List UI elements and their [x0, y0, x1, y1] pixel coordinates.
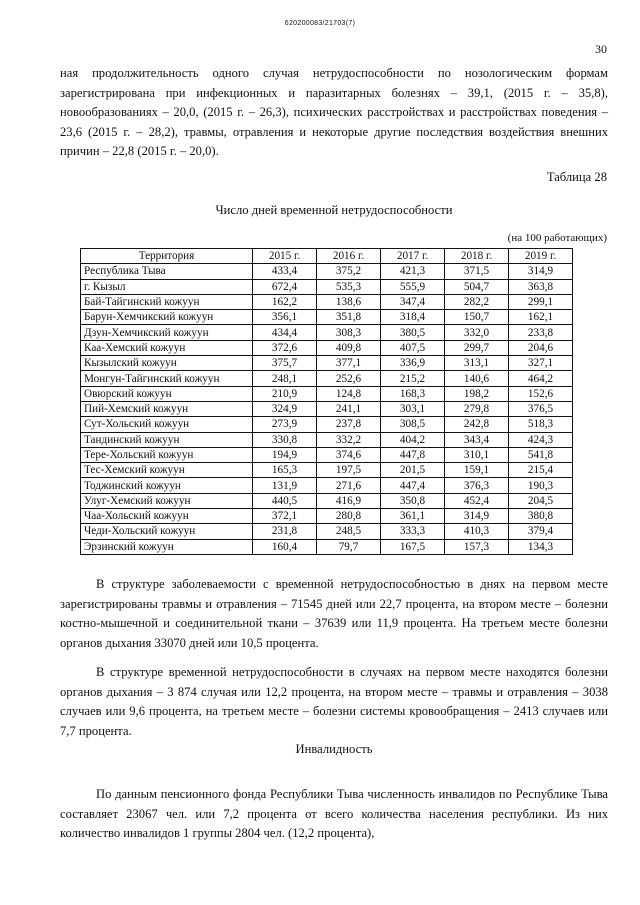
value-cell: 210,9: [253, 386, 317, 401]
sick-days-table: [80, 248, 573, 555]
value-cell: 308,3: [317, 325, 381, 340]
table-row: [81, 325, 573, 340]
value-cell: 410,3: [445, 524, 509, 539]
table-row: [81, 463, 573, 478]
intro-paragraph: ная продолжительность одного случая нетрудоспособности по нозологическим формам зарегистрирована при инфекционных и паразитарных болезнях – 39,1, (2015 г. – 35,8), новообразованиях – 20,0, (2015 г. – 26,3), психических расстройствах и расстройствах поведения – 23,6 (2015 г. – 28,2), травмы, отравления и некоторые другие последствия воздействия внешних причин – 22,8 (2015 г. – 20,0).: [60, 66, 608, 159]
territory-cell: Барун-Хемчикский кожуун: [81, 310, 253, 325]
value-cell: 197,5: [317, 463, 381, 478]
value-cell: 198,2: [445, 386, 509, 401]
value-cell: 361,1: [381, 509, 445, 524]
value-cell: 215,2: [381, 371, 445, 386]
table-row: [81, 478, 573, 493]
value-cell: 201,5: [381, 463, 445, 478]
value-cell: 241,1: [317, 401, 381, 416]
value-cell: 162,2: [253, 294, 317, 309]
table-row: [81, 371, 573, 386]
value-cell: 310,1: [445, 447, 509, 462]
value-cell: 165,3: [253, 463, 317, 478]
value-cell: 279,8: [445, 401, 509, 416]
territory-cell: Сут-Хольский кожуун: [81, 417, 253, 432]
value-cell: 440,5: [253, 493, 317, 508]
value-cell: 299,1: [509, 294, 573, 309]
paragraph-disability: По данным пенсионного фонда Республики Тыва численность инвалидов по Республике Тыва составляет 23067 чел. или 7,2 процента от всего количества населения республики. Из них количество инвалидов 1 группы 2804 чел. (12,2 процента),: [60, 787, 608, 841]
value-cell: 333,3: [381, 524, 445, 539]
territory-cell: Тандинский кожуун: [81, 432, 253, 447]
value-cell: 541,8: [509, 447, 573, 462]
value-cell: 380,8: [509, 509, 573, 524]
paragraph-structure-cases: В структуре временной нетрудоспособности в случаях на первом месте находятся болезни органов дыхания – 3 874 случая или 12,2 процента, на втором месте – травмы и отравления – 3038 случаев или 9,6 процента, на третьем месте – болезни системы кровообращения – 2413 случаев или 7,7 процента.: [60, 665, 608, 738]
value-cell: 168,3: [381, 386, 445, 401]
table-row: [81, 264, 573, 279]
value-cell: 555,9: [381, 279, 445, 294]
value-cell: 347,4: [381, 294, 445, 309]
value-cell: 332,2: [317, 432, 381, 447]
value-cell: 282,2: [445, 294, 509, 309]
territory-cell: Чеди-Хольский кожуун: [81, 524, 253, 539]
value-cell: 518,3: [509, 417, 573, 432]
territory-cell: Овюрский кожуун: [81, 386, 253, 401]
value-cell: 336,9: [381, 356, 445, 371]
value-cell: 79,7: [317, 539, 381, 554]
value-cell: 351,8: [317, 310, 381, 325]
table-row: [81, 447, 573, 462]
value-cell: 242,8: [445, 417, 509, 432]
value-cell: 124,8: [317, 386, 381, 401]
value-cell: 138,6: [317, 294, 381, 309]
value-cell: 407,5: [381, 340, 445, 355]
value-cell: 231,8: [253, 524, 317, 539]
value-cell: 409,8: [317, 340, 381, 355]
value-cell: 327,1: [509, 356, 573, 371]
value-cell: 299,7: [445, 340, 509, 355]
territory-cell: Тес-Хемский кожуун: [81, 463, 253, 478]
value-cell: 416,9: [317, 493, 381, 508]
value-cell: 313,1: [445, 356, 509, 371]
value-cell: 271,6: [317, 478, 381, 493]
value-cell: 363,8: [509, 279, 573, 294]
value-cell: 379,4: [509, 524, 573, 539]
value-cell: 308,5: [381, 417, 445, 432]
value-cell: 424,3: [509, 432, 573, 447]
table-unit: (на 100 работающих): [507, 232, 607, 244]
table-row: [81, 509, 573, 524]
table-header-row: [81, 249, 573, 264]
value-cell: 303,1: [381, 401, 445, 416]
value-cell: 421,3: [381, 264, 445, 279]
territory-cell: Улуг-Хемский кожуун: [81, 493, 253, 508]
value-cell: 356,1: [253, 310, 317, 325]
value-cell: 159,1: [445, 463, 509, 478]
value-cell: 447,8: [381, 447, 445, 462]
value-cell: 350,8: [381, 493, 445, 508]
value-cell: 167,5: [381, 539, 445, 554]
header-2018: 2018 г.: [445, 249, 509, 264]
value-cell: 371,5: [445, 264, 509, 279]
value-cell: 237,8: [317, 417, 381, 432]
territory-cell: Монгун-Тайгинский кожуун: [81, 371, 253, 386]
territory-cell: Республика Тыва: [81, 264, 253, 279]
territory-cell: Кызылский кожуун: [81, 356, 253, 371]
table-body: [81, 264, 573, 555]
value-cell: 375,2: [317, 264, 381, 279]
paragraph-structure-days: В структуре заболеваемости с временной нетрудоспособностью в днях на первом месте зарегистрированы травмы и отравления – 71545 дней или 22,7 процента, на втором месте – болезни костно-мышечной и соединительной ткани – 37639 или 11,9 процента. На третьем месте болезни органов дыхания 33070 дней или 10,5 процента.: [60, 577, 608, 650]
value-cell: 324,9: [253, 401, 317, 416]
value-cell: 233,8: [509, 325, 573, 340]
header-territory: Территория: [81, 249, 253, 264]
value-cell: 377,1: [317, 356, 381, 371]
header-2019: 2019 г.: [509, 249, 573, 264]
value-cell: 204,6: [509, 340, 573, 355]
value-cell: 447,4: [381, 478, 445, 493]
value-cell: 280,8: [317, 509, 381, 524]
value-cell: 140,6: [445, 371, 509, 386]
value-cell: 343,4: [445, 432, 509, 447]
territory-cell: Каа-Хемский кожуун: [81, 340, 253, 355]
header-2016: 2016 г.: [317, 249, 381, 264]
header-2015: 2015 г.: [253, 249, 317, 264]
value-cell: 194,9: [253, 447, 317, 462]
territory-cell: Дзун-Хемчикский кожуун: [81, 325, 253, 340]
value-cell: 273,9: [253, 417, 317, 432]
value-cell: 314,9: [509, 264, 573, 279]
value-cell: 318,4: [381, 310, 445, 325]
value-cell: 332,0: [445, 325, 509, 340]
territory-cell: Пий-Хемский кожуун: [81, 401, 253, 416]
table-row: [81, 386, 573, 401]
territory-cell: Бай-Тайгинский кожуун: [81, 294, 253, 309]
value-cell: 372,6: [253, 340, 317, 355]
territory-cell: Чаа-Хольский кожуун: [81, 509, 253, 524]
value-cell: 252,6: [317, 371, 381, 386]
value-cell: 433,4: [253, 264, 317, 279]
territory-cell: Тере-Хольский кожуун: [81, 447, 253, 462]
table-row: [81, 539, 573, 554]
value-cell: 248,5: [317, 524, 381, 539]
table-row: [81, 279, 573, 294]
value-cell: 330,8: [253, 432, 317, 447]
value-cell: 672,4: [253, 279, 317, 294]
value-cell: 150,7: [445, 310, 509, 325]
value-cell: 504,7: [445, 279, 509, 294]
table-row: [81, 340, 573, 355]
table-row: [81, 417, 573, 432]
value-cell: 190,3: [509, 478, 573, 493]
value-cell: 372,1: [253, 509, 317, 524]
territory-cell: г. Кызыл: [81, 279, 253, 294]
territory-cell: Тоджинский кожуун: [81, 478, 253, 493]
table-row: [81, 294, 573, 309]
table-row: [81, 524, 573, 539]
value-cell: 376,5: [509, 401, 573, 416]
table-row: [81, 401, 573, 416]
value-cell: 157,3: [445, 539, 509, 554]
document-code: 620200083/21703(7): [284, 20, 356, 27]
table-row: [81, 493, 573, 508]
table-label: Таблица 28: [546, 170, 607, 184]
value-cell: 535,3: [317, 279, 381, 294]
value-cell: 314,9: [445, 509, 509, 524]
value-cell: 131,9: [253, 478, 317, 493]
value-cell: 404,2: [381, 432, 445, 447]
value-cell: 215,4: [509, 463, 573, 478]
value-cell: 162,1: [509, 310, 573, 325]
value-cell: 152,6: [509, 386, 573, 401]
value-cell: 464,2: [509, 371, 573, 386]
value-cell: 380,5: [381, 325, 445, 340]
value-cell: 376,3: [445, 478, 509, 493]
value-cell: 160,4: [253, 539, 317, 554]
table-row: [81, 356, 573, 371]
value-cell: 374,6: [317, 447, 381, 462]
value-cell: 434,4: [253, 325, 317, 340]
table-row: [81, 432, 573, 447]
territory-cell: Эрзинский кожуун: [81, 539, 253, 554]
table-title: Число дней временной нетрудоспособности: [215, 203, 453, 217]
value-cell: 204,5: [509, 493, 573, 508]
section-title-disability: Инвалидность: [295, 742, 373, 756]
header-2017: 2017 г.: [381, 249, 445, 264]
page-number: 30: [595, 42, 607, 56]
value-cell: 134,3: [509, 539, 573, 554]
value-cell: 452,4: [445, 493, 509, 508]
value-cell: 248,1: [253, 371, 317, 386]
value-cell: 375,7: [253, 356, 317, 371]
table-row: [81, 310, 573, 325]
